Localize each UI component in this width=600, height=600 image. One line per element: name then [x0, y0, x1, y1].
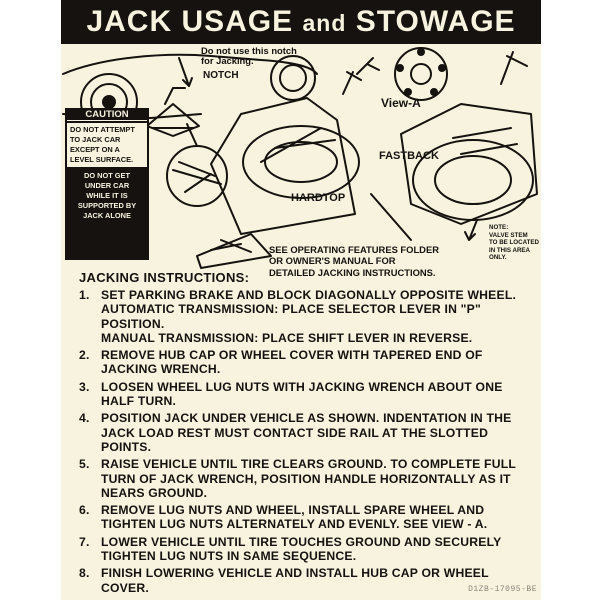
jacking-steps-list — [79, 288, 535, 598]
jacking-step — [79, 535, 535, 564]
step-text: RAISE VEHICLE UNTIL TIRE CLEARS GROUND. TO COMPLETE FULL TURN OF JACK WRENCH, POSITION HANDLE HORIZONTALLY AS IT NEARS GROUND. — [101, 457, 516, 500]
jacking-step — [79, 288, 535, 345]
caution-line: UNDER CAR — [84, 181, 130, 190]
valve-stem-arrow — [465, 220, 477, 240]
step-text: FINISH LOWERING VEHICLE AND INSTALL HUB CAP OR WHEEL COVER. — [101, 566, 489, 595]
fastback-trunk-outline — [401, 104, 537, 224]
step-number: 6. — [79, 503, 90, 518]
notch-warning — [201, 46, 297, 67]
fastback-label: FASTBACK — [379, 150, 439, 162]
notch-label: NOTCH — [203, 70, 239, 81]
step-number: 7. — [79, 534, 90, 549]
see-folder-note — [269, 244, 439, 278]
jack-wrench — [371, 194, 411, 240]
caution-line: JACK ALONE — [83, 211, 131, 220]
step-number: 2. — [79, 348, 90, 363]
see-note-line: OR OWNER'S MANUAL FOR — [269, 255, 396, 267]
valve-note-line: TO BE LOCATED — [489, 239, 539, 247]
step-number: 3. — [79, 379, 90, 394]
jacking-step — [79, 380, 535, 409]
step-number: 1. — [79, 288, 90, 302]
jacking-step — [79, 457, 535, 500]
step-text — [101, 288, 535, 345]
scissor-jack — [197, 234, 271, 268]
part-number: D1ZB-17095-BE — [468, 585, 537, 594]
step-text: LOWER VEHICLE UNTIL TIRE TOUCHES GROUND AND SECURELY TIGHTEN LUG NUTS IN SAME SEQUENCE. — [101, 534, 502, 564]
hardtop-trunk-outline — [211, 98, 355, 234]
caution-line: EXCEPT ON A — [70, 145, 120, 154]
jacking-step — [79, 348, 535, 377]
valve-note-line: ONLY. — [489, 254, 507, 262]
notch-warning-line: Do not use this notch — [201, 45, 297, 56]
valve-stem-note — [489, 224, 539, 262]
title-and: and — [302, 10, 347, 36]
step-number: 4. — [79, 411, 90, 426]
caution-level-surface — [67, 123, 147, 167]
caution-heading: CAUTION — [67, 109, 147, 121]
step-text: REMOVE HUB CAP OR WHEEL COVER WITH TAPERED END OF JACKING WRENCH. — [101, 348, 483, 377]
jacking-step — [79, 566, 535, 595]
caution-line: DO NOT ATTEMPT — [70, 125, 135, 134]
see-note-line: SEE OPERATING FEATURES FOLDER — [269, 244, 439, 255]
caution-line: LEVEL SURFACE. — [70, 155, 134, 164]
valve-note-line: VALVE STEM — [489, 231, 528, 239]
jacking-instructions-heading: JACKING INSTRUCTIONS: — [79, 270, 250, 285]
jacking-step — [79, 411, 535, 454]
step-text: REMOVE LUG NUTS AND WHEEL, INSTALL SPARE WHEEL AND TIGHTEN LUG NUTS ALTERNATELY AND EVENLY. SEE VIEW - A. — [101, 503, 488, 532]
step-text: POSITION JACK UNDER VEHICLE AS SHOWN. INDENTATION IN THE JACK LOAD REST MUST CONTACT SIDE RAIL AT THE SLOTTED POINTS. — [101, 411, 512, 454]
view-a-label: View-A — [381, 96, 421, 110]
step-line: SET PARKING BRAKE AND BLOCK DIAGONALLY OPPOSITE WHEEL. — [101, 288, 517, 302]
jacking-step — [79, 503, 535, 532]
caution-box — [65, 108, 149, 260]
caution-line: TO JACK CAR — [70, 135, 121, 144]
valve-note-line: NOTE: — [489, 224, 509, 231]
step-line: MANUAL TRANSMISSION: PLACE SHIFT LEVER IN REVERSE. — [101, 330, 473, 345]
caution-line: SUPPORTED BY — [77, 201, 137, 210]
valve-note-line: IN THIS AREA — [489, 246, 531, 254]
title-main: JACK USAGE — [86, 5, 294, 38]
notch-warning-line: for Jacking. — [201, 55, 254, 67]
caution-under-car — [67, 169, 147, 223]
see-note-line: DETAILED JACKING INSTRUCTIONS. — [269, 266, 436, 278]
title-end: STOWAGE — [355, 5, 516, 38]
step-text: LOOSEN WHEEL LUG NUTS WITH JACKING WRENCH ABOUT ONE HALF TURN. — [101, 379, 503, 409]
jack-decal — [61, 0, 541, 600]
caution-line: DO NOT GET — [84, 171, 130, 180]
step-number: 8. — [79, 566, 90, 581]
caution-line: WHILE IT IS — [86, 191, 128, 200]
step-line: AUTOMATIC TRANSMISSION: PLACE SELECTOR LEVER IN "P" POSITION. — [101, 302, 481, 331]
title-bar — [61, 0, 541, 44]
hardtop-label: HARDTOP — [291, 192, 346, 204]
step-number: 5. — [79, 457, 90, 472]
